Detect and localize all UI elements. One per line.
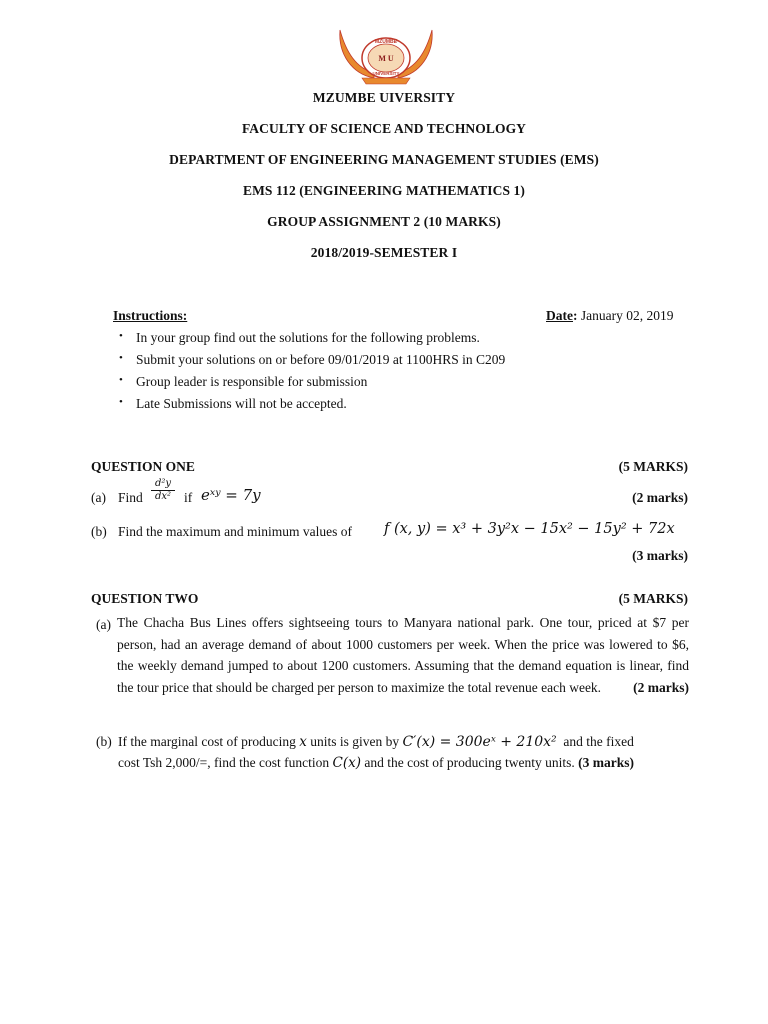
department-name: DEPARTMENT OF ENGINEERING MANAGEMENT STUDIES (EMS): [169, 152, 599, 167]
instruction-text: In your group find out the solutions for the following problems.: [136, 330, 480, 345]
q1a-if: if: [184, 490, 193, 505]
instruction-text: Late Submissions will not be accepted.: [136, 396, 347, 411]
q2b-line1-post: and the fixed: [563, 734, 634, 749]
q2b-line2-post: and the cost of producing twenty units.: [364, 755, 575, 770]
date-line: [546, 307, 673, 325]
question-one-marks: (5 MARKS): [618, 459, 688, 474]
q2b-marks: (3 marks): [578, 755, 634, 770]
question-one-title: QUESTION ONE: [91, 459, 195, 474]
q2b-label: (b): [96, 734, 112, 749]
q1a-text: Find: [118, 490, 143, 505]
q2a-marks: (2 marks): [633, 679, 689, 695]
q2a-label: (a): [96, 617, 111, 632]
bullet-icon: •: [119, 352, 123, 364]
university-logo: [334, 26, 438, 86]
q2b-line1: [118, 733, 634, 751]
q2b-line2: [118, 754, 634, 772]
q1a-equation: eˣʸ = 7y: [201, 486, 261, 504]
instructions-heading: Instructions:: [113, 308, 188, 323]
date-colon: :: [573, 308, 578, 323]
assignment-title: GROUP ASSIGNMENT 2 (10 MARKS): [267, 214, 501, 229]
instruction-text: Submit your solutions on or before 09/01/2019 at 1100HRS in C209: [136, 352, 506, 367]
fraction-denominator: dx²: [154, 491, 172, 502]
q1b-equation: f (x, y) = x³ + 3y²x − 15x² − 15y² + 72x: [384, 521, 675, 537]
q2a-text: The Chacha Bus Lines offers sightseeing tours to Manyara national park. One tour, priced at $7 per person, had an average demand of about 1000 customers per week. When the price was lowered to $6, the weekly demand jumped to about 1200 customers. Assuming that the demand equation is linear, find the tour price that should be charged per person to maximize the total revenue each week.: [117, 615, 689, 695]
bullet-icon: •: [119, 396, 123, 408]
bullet-icon: •: [119, 330, 123, 342]
q1b-marks: (3 marks): [632, 548, 688, 563]
q1b-text: Find the maximum and minimum values of: [118, 524, 352, 539]
university-name: MZUMBE UIVERSITY: [312, 90, 456, 105]
q1a-label: (a): [91, 490, 106, 505]
q1a-marks: (2 marks): [632, 490, 688, 505]
fraction-numerator: d²y: [151, 478, 175, 491]
question-two-marks: (5 MARKS): [618, 591, 688, 606]
q2b-line2-pre: cost Tsh 2,000/=, find the cost function: [118, 755, 330, 770]
instruction-text: Group leader is responsible for submission: [136, 374, 368, 389]
question-two-title: QUESTION TWO: [91, 591, 199, 606]
q2b-equation: C′(x) = 300eˣ + 210x²: [402, 734, 557, 750]
logo-label-top: MZUMBE: [375, 39, 397, 45]
q2b-line1-pre: If the marginal cost of producing: [118, 734, 296, 749]
date-value: January 02, 2019: [580, 308, 674, 323]
course-title: EMS 112 (ENGINEERING MATHEMATICS 1): [242, 183, 526, 198]
bullet-icon: •: [119, 374, 123, 386]
logo-label-bottom: UNIVERSITY: [372, 71, 400, 76]
q1a-fraction: [151, 478, 175, 503]
q2b-func: C(x): [332, 755, 362, 771]
q2b-line1-mid: units is given by: [310, 734, 400, 749]
logo-initials: M U: [378, 54, 394, 63]
q2a-paragraph: [117, 612, 689, 698]
q2b-var: x: [299, 734, 307, 750]
semester: 2018/2019-SEMESTER I: [310, 245, 458, 260]
date-label: Date: [546, 308, 573, 323]
faculty-name: FACULTY OF SCIENCE AND TECHNOLOGY: [241, 121, 527, 136]
q1b-label: (b): [91, 524, 107, 539]
